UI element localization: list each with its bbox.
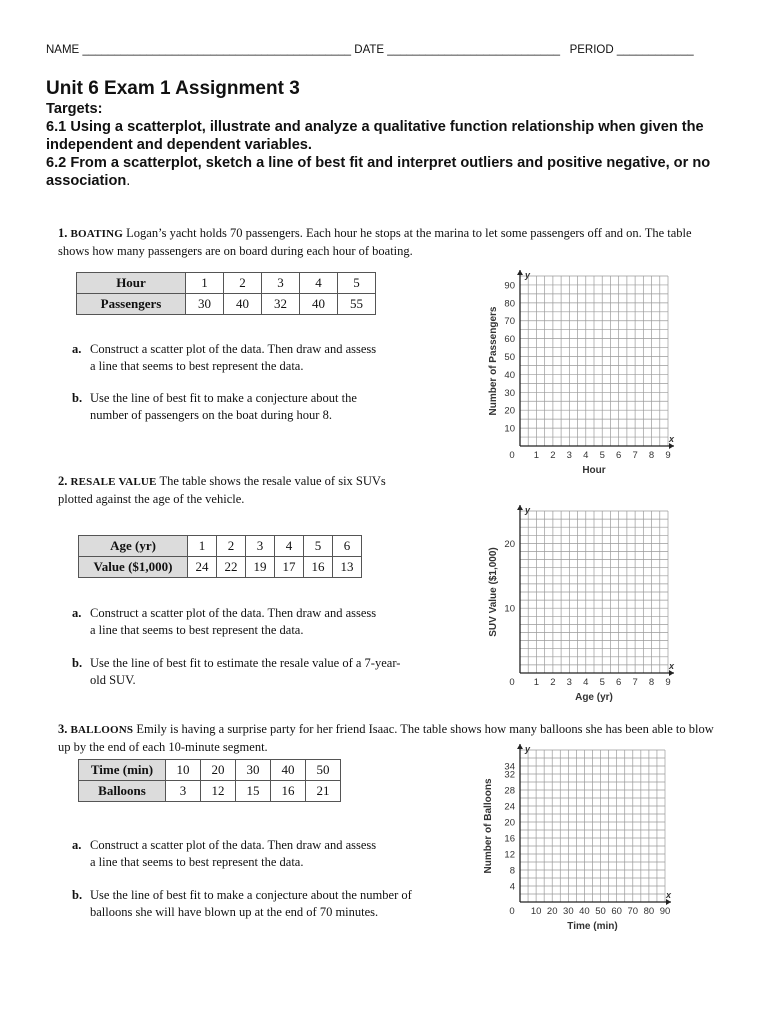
date-blank[interactable]: ___________________________ [387,44,560,56]
passengers-scatter-grid[interactable] [480,268,695,473]
y-tick-label: 20 [504,405,515,417]
y-tick-label: 32 [504,769,515,781]
table-cell: 12 [201,781,236,802]
table-cell: 13 [333,557,362,578]
x-tick-label: 10 [530,906,542,917]
table-row [77,294,376,315]
table-cell: 50 [306,760,341,781]
y-tick-label: 30 [504,387,515,399]
x-tick-label: 8 [648,677,655,688]
table-header-cell: Time (min) [79,760,166,781]
y-axis-title: Number of Passengers [488,306,499,416]
problem-2a-label: a. [72,606,82,620]
table-cell: 1 [186,273,224,294]
x-tick-label: 60 [611,906,622,917]
table-header-cell: Balloons [79,781,166,802]
origin-label: 0 [509,677,515,688]
problem-2-number: 2. [58,474,68,488]
x-tick-label: 90 [659,906,671,917]
x-tick-label: 6 [616,450,622,461]
y-tick-label: 4 [509,881,515,893]
table-cell: 3 [246,536,275,557]
x-tick-label: 4 [583,677,589,688]
y-tick-label: 10 [504,423,515,435]
problem-3b [72,887,412,921]
table-row [79,536,362,557]
table-cell: 2 [224,273,262,294]
table-cell: 1 [188,536,217,557]
x-tick-label: 8 [648,450,655,461]
problem-3-text: Emily is having a surprise party for her friend Isaac. The table shows how many balloons she has been able to blow up by the end of each 10-minute segment. [58,722,714,754]
x-tick-label: 30 [563,906,574,917]
x-tick-label: 7 [632,450,638,461]
x-axis-letter: x [669,434,675,444]
table-header-cell: Hour [77,273,186,294]
problem-1a-label: a. [72,342,82,356]
y-tick-label: 20 [504,817,515,829]
table-cell: 4 [275,536,304,557]
y-axis-letter: y [525,744,531,754]
table-header-cell: Age (yr) [79,536,188,557]
table-header-cell: Passengers [77,294,186,315]
table-cell: 10 [166,760,201,781]
table-row [77,273,376,294]
y-tick-label: 20 [504,538,515,550]
table-cell: 22 [217,557,246,578]
x-axis-title: Time (min) [567,921,618,932]
balloons-scatter-grid[interactable] [475,742,695,947]
problem-2a-text: Construct a scatter plot of the data. Then draw and assess a line that seems to best represent the data. [90,606,377,637]
y-axis-title: SUV Value ($1,000) [488,547,499,637]
table-cell: 3 [262,273,300,294]
table-cell: 40 [224,294,262,315]
period-blank[interactable]: ____________ [616,44,694,56]
y-tick-label: 16 [504,833,515,845]
x-axis-title: Hour [582,465,606,473]
problem-3a-text: Construct a scatter plot of the data. Then draw and assess a line that seems to best represent the data. [90,838,377,869]
y-tick-label: 90 [504,280,515,292]
problem-3a-label: a. [72,838,82,852]
y-axis-letter: y [525,270,531,280]
problem-3b-text: Use the line of best fit to make a conjecture about the number of balloons she will have blown up at the end of 70 minutes. [90,888,412,919]
origin-label: 0 [509,906,515,917]
x-tick-label: 4 [583,450,589,461]
table-cell: 5 [304,536,333,557]
target-6-2 [46,154,736,190]
table-header-cell: Value ($1,000) [79,557,188,578]
table-row [79,781,341,802]
x-tick-label: 3 [566,450,572,461]
x-tick-label: 20 [546,906,558,917]
y-axis-title: Number of Balloons [483,778,494,874]
y-axis-letter: y [525,505,531,515]
problem-2-text: The table shows the resale value of six SUVs plotted against the age of the vehicle. [58,474,386,506]
y-tick-label: 24 [504,801,515,813]
problem-2b-label: b. [72,656,83,670]
problem-1b [72,390,392,424]
name-blank[interactable]: __________________________________________ [82,44,352,56]
problem-1b-label: b. [72,391,83,405]
table-cell: 17 [275,557,304,578]
y-tick-label: 28 [504,785,515,797]
y-tick-label: 12 [504,849,515,861]
table-cell: 30 [236,760,271,781]
table-cell: 40 [271,760,306,781]
x-axis-letter: x [666,890,672,900]
x-tick-label: 6 [616,677,622,688]
page-title: Unit 6 Exam 1 Assignment 3 [46,78,300,99]
problem-1-number: 1. [58,226,68,240]
problem-2-label: RESALE VALUE [70,476,157,488]
table-cell: 55 [338,294,376,315]
table-cell: 40 [300,294,338,315]
problem-2b-text: Use the line of best fit to estimate the resale value of a 7-year-old SUV. [90,656,401,687]
x-tick-label: 2 [550,450,556,461]
x-tick-label: 80 [643,906,655,917]
period-label: PERIOD [569,44,614,56]
table-cell: 6 [333,536,362,557]
table-cell: 24 [188,557,217,578]
y-tick-label: 34 [504,761,515,773]
problem-1-label: BOATING [70,228,124,240]
problem-2b [72,655,412,689]
x-axis-title: Age (yr) [575,692,613,703]
header-line [46,44,694,56]
y-tick-label: 10 [504,603,515,615]
table-cell: 4 [300,273,338,294]
table-cell: 19 [246,557,275,578]
problem-3b-label: b. [72,888,83,902]
problem-3a [72,837,382,871]
date-label: DATE [354,44,385,56]
y-tick-label: 70 [504,316,515,328]
problem-2a [72,605,382,639]
y-tick-label: 8 [509,865,515,877]
x-tick-label: 9 [665,450,671,461]
y-tick-label: 60 [504,334,515,346]
table-cell: 2 [217,536,246,557]
problem-2-prompt [58,473,398,508]
y-tick-label: 50 [504,352,515,364]
x-tick-label: 50 [595,906,606,917]
problem-1b-text: Use the line of best fit to make a conjecture about the number of passengers on the boat during hour 8. [90,391,357,422]
targets-block [46,100,736,190]
y-axis-arrow [517,270,523,275]
table-row [79,760,341,781]
problem-1-text: Logan’s yacht holds 70 passengers. Each hour he stops at the marina to let some passengers off and on. The table shows how many passengers are on board during each hour of boating. [58,226,692,258]
x-tick-label: 3 [566,677,572,688]
y-axis-arrow [517,744,523,749]
table-cell: 15 [236,781,271,802]
table-row [79,557,362,578]
problem-3-table [78,759,341,802]
x-tick-label: 5 [599,450,605,461]
y-axis-arrow [517,505,523,510]
table-cell: 30 [186,294,224,315]
x-tick-label: 5 [599,677,605,688]
target-6-2-text: 6.2 From a scatterplot, sketch a line of best fit and interpret outliers and positive negative, or no association [46,155,711,189]
table-cell: 20 [201,760,236,781]
target-6-1: 6.1 Using a scatterplot, illustrate and analyze a qualitative function relationship when given the independent and dependent variables. [46,119,704,153]
table-cell: 32 [262,294,300,315]
x-tick-label: 7 [632,677,638,688]
table-cell: 3 [166,781,201,802]
x-tick-label: 2 [550,677,556,688]
problem-3-number: 3. [58,722,68,736]
target-6-2-end: . [126,173,131,189]
table-cell: 16 [271,781,306,802]
y-tick-label: 40 [504,369,515,381]
x-tick-label: 1 [533,450,540,461]
x-tick-label: 1 [533,677,540,688]
table-cell: 5 [338,273,376,294]
problem-2-table [78,535,362,578]
origin-label: 0 [509,450,515,461]
table-cell: 21 [306,781,341,802]
problem-3-label: BALLOONS [70,724,134,736]
targets-label: Targets: [46,101,103,117]
x-tick-label: 9 [665,677,671,688]
y-tick-label: 80 [504,298,515,310]
x-tick-label: 40 [579,906,590,917]
x-tick-label: 70 [627,906,639,917]
table-cell: 16 [304,557,333,578]
problem-1-table [76,272,376,315]
suv-value-scatter-grid[interactable] [480,503,695,708]
name-label: NAME [46,44,80,56]
x-axis-letter: x [669,661,675,671]
problem-1a [72,341,382,375]
problem-1-prompt [58,225,718,260]
problem-1a-text: Construct a scatter plot of the data. Then draw and assess a line that seems to best represent the data. [90,342,377,373]
